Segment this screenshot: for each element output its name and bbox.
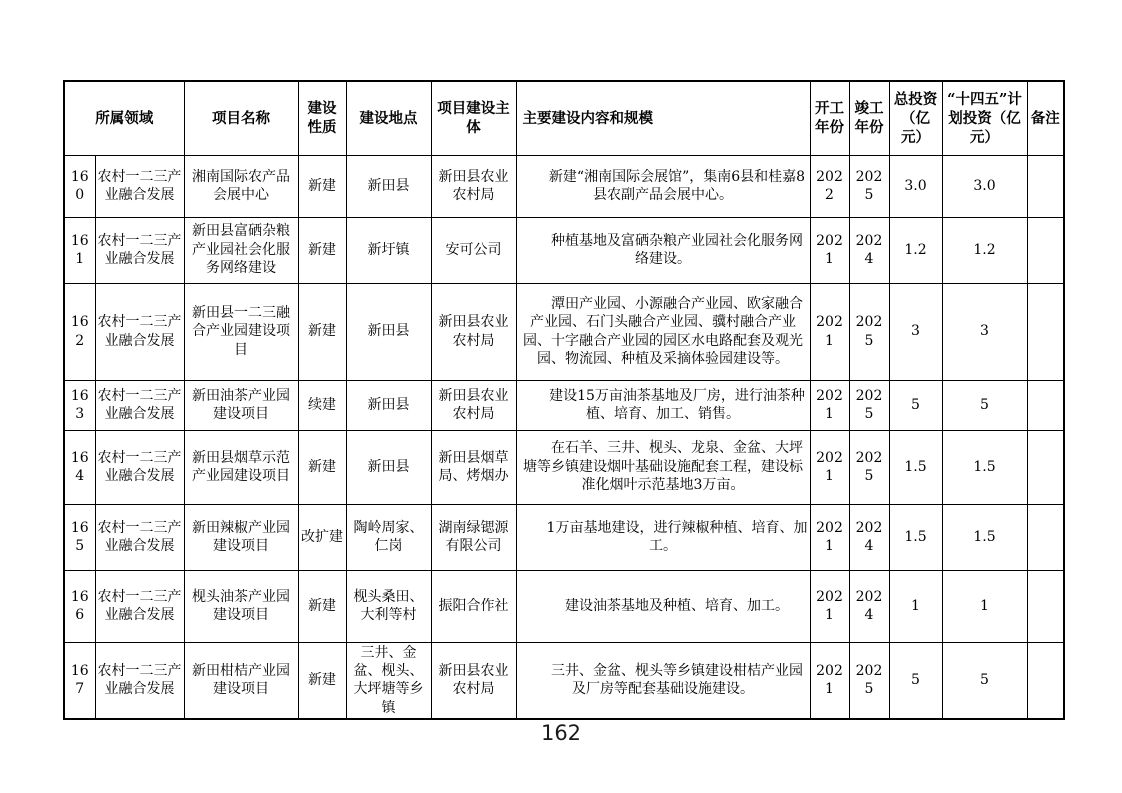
start-year-cell: 2021: [810, 283, 849, 380]
project-name-cell: 湘南国际农产品会展中心: [184, 155, 298, 217]
location-cell: 新田县: [346, 155, 431, 217]
header-location: 建设地点: [346, 81, 431, 155]
content-text: 建设油茶基地及种植、培育、加工。: [565, 597, 789, 614]
header-remark: 备注: [1027, 81, 1064, 155]
table-row: [64, 642, 1064, 719]
start-year-cell: 2021: [810, 380, 849, 430]
remark-cell: [1027, 642, 1064, 719]
nature-cell: 新建: [298, 155, 346, 217]
total-investment-cell: 3: [889, 283, 942, 380]
content-cell: [516, 217, 810, 283]
plan-investment-cell: 1.5: [942, 504, 1027, 570]
nature-cell: 续建: [298, 380, 346, 430]
table-row: [64, 570, 1064, 642]
table-row: [64, 283, 1064, 380]
total-investment-cell: 5: [889, 380, 942, 430]
header-start-year: 开工年份: [810, 81, 849, 155]
start-year-cell: 2021: [810, 570, 849, 642]
total-investment-cell: 5: [889, 642, 942, 719]
project-name-cell: 新田县一二三融合产业园建设项目: [184, 283, 298, 380]
content-text: 1万亩基地建设，进行辣椒种植、培育、加工。: [546, 519, 808, 554]
nature-cell: 改扩建: [298, 504, 346, 570]
project-name-cell: 新田辣椒产业园建设项目: [184, 504, 298, 570]
start-year-cell: 2021: [810, 642, 849, 719]
start-year-cell: 2022: [810, 155, 849, 217]
header-nature: 建设性质: [298, 81, 346, 155]
nature-cell: 新建: [298, 217, 346, 283]
project-name-cell: 新田油茶产业园建设项目: [184, 380, 298, 430]
content-cell: [516, 504, 810, 570]
projects-table: [63, 80, 1065, 720]
plan-investment-cell: 5: [942, 642, 1027, 719]
header-content: 主要建设内容和规模: [516, 81, 810, 155]
content-text: 种植基地及富硒杂粮产业园社会化服务网络建设。: [551, 232, 803, 267]
content-text: 三井、金盆、枧头等乡镇建设柑桔产业园及厂房等配套基础设施建设。: [551, 662, 803, 698]
nature-cell: 新建: [298, 430, 346, 504]
plan-investment-cell: 1.2: [942, 217, 1027, 283]
content-cell: [516, 283, 810, 380]
end-year-cell: 2025: [849, 380, 889, 430]
content-text: 新建“湘南国际会展馆”，集南6县和桂嘉8县农副产品会展中心。: [548, 168, 806, 203]
field-cell: 农村一二三产业融合发展: [95, 504, 184, 570]
field-cell: 农村一二三产业融合发展: [95, 155, 184, 217]
nature-cell: 新建: [298, 642, 346, 719]
table-row: [64, 380, 1064, 430]
project-name-cell: 新田县烟草示范产业园建设项目: [184, 430, 298, 504]
table-row: [64, 217, 1064, 283]
entity-cell: 新田县农业农村局: [431, 283, 516, 380]
location-cell: 新田县: [346, 380, 431, 430]
field-cell: 农村一二三产业融合发展: [95, 217, 184, 283]
header-plan-investment: “十四五”计划投资（亿元）: [942, 81, 1027, 155]
field-cell: 农村一二三产业融合发展: [95, 283, 184, 380]
table-row: [64, 430, 1064, 504]
content-cell: [516, 430, 810, 504]
entity-cell: 新田县农业农村局: [431, 155, 516, 217]
entity-cell: 新田县农业农村局: [431, 380, 516, 430]
table-row: [64, 155, 1064, 217]
row-number: 166: [64, 570, 95, 642]
field-cell: 农村一二三产业融合发展: [95, 430, 184, 504]
header-project-name: 项目名称: [184, 81, 298, 155]
start-year-cell: 2021: [810, 430, 849, 504]
total-investment-cell: 1.5: [889, 504, 942, 570]
plan-investment-cell: 1.5: [942, 430, 1027, 504]
header-total-investment: 总投资（亿元）: [889, 81, 942, 155]
remark-cell: [1027, 217, 1064, 283]
row-number: 160: [64, 155, 95, 217]
field-cell: 农村一二三产业融合发展: [95, 570, 184, 642]
remark-cell: [1027, 504, 1064, 570]
content-text: 在石羊、三井、枧头、龙泉、金盆、大坪塘等乡镇建设烟叶基础设施配套工程，建设标准化烟叶示范基地3万亩。: [523, 440, 803, 494]
project-name-cell: 新田柑桔产业园建设项目: [184, 642, 298, 719]
start-year-cell: 2021: [810, 217, 849, 283]
field-cell: 农村一二三产业融合发展: [95, 642, 184, 719]
nature-cell: 新建: [298, 283, 346, 380]
entity-cell: 新田县烟草局、烤烟办: [431, 430, 516, 504]
content-text: 潭田产业园、小源融合产业园、欧家融合产业园、石门头融合产业园、骥村融合产业园、十字融合产业园的园区水电路配套及观光园、物流园、种植及采摘体验园建设等。: [523, 295, 803, 367]
location-cell: 新圩镇: [346, 217, 431, 283]
entity-cell: 振阳合作社: [431, 570, 516, 642]
content-cell: [516, 642, 810, 719]
header-end-year: 竣工年份: [849, 81, 889, 155]
entity-cell: 安可公司: [431, 217, 516, 283]
total-investment-cell: 3.0: [889, 155, 942, 217]
remark-cell: [1027, 380, 1064, 430]
nature-cell: 新建: [298, 570, 346, 642]
content-cell: [516, 570, 810, 642]
row-number: 167: [64, 642, 95, 719]
project-name-cell: 枧头油茶产业园建设项目: [184, 570, 298, 642]
entity-cell: 湖南绿锶源有限公司: [431, 504, 516, 570]
plan-investment-cell: 5: [942, 380, 1027, 430]
row-number: 162: [64, 283, 95, 380]
content-cell: [516, 380, 810, 430]
row-number: 161: [64, 217, 95, 283]
content-text: 建设15万亩油茶基地及厂房，进行油茶种植、培育、加工、销售。: [549, 387, 805, 422]
total-investment-cell: 1.2: [889, 217, 942, 283]
entity-cell: 新田县农业农村局: [431, 642, 516, 719]
remark-cell: [1027, 570, 1064, 642]
row-number: 164: [64, 430, 95, 504]
header-field: 所属领域: [64, 81, 184, 155]
field-cell: 农村一二三产业融合发展: [95, 380, 184, 430]
end-year-cell: 2025: [849, 283, 889, 380]
remark-cell: [1027, 430, 1064, 504]
table-header-row: [64, 81, 1064, 155]
location-cell: 新田县: [346, 283, 431, 380]
row-number: 163: [64, 380, 95, 430]
end-year-cell: 2024: [849, 570, 889, 642]
content-cell: [516, 155, 810, 217]
end-year-cell: 2025: [849, 430, 889, 504]
project-name-cell: 新田县富硒杂粮产业园社会化服务网络建设: [184, 217, 298, 283]
location-cell: 三井、金盆、枧头、大坪塘等乡镇: [346, 642, 431, 719]
end-year-cell: 2025: [849, 642, 889, 719]
remark-cell: [1027, 283, 1064, 380]
plan-investment-cell: 3.0: [942, 155, 1027, 217]
header-entity: 项目建设主体: [431, 81, 516, 155]
end-year-cell: 2024: [849, 504, 889, 570]
page-number: 162: [540, 721, 582, 745]
row-number: 165: [64, 504, 95, 570]
plan-investment-cell: 3: [942, 283, 1027, 380]
total-investment-cell: 1: [889, 570, 942, 642]
remark-cell: [1027, 155, 1064, 217]
end-year-cell: 2024: [849, 217, 889, 283]
location-cell: 陶岭周家、仁岗: [346, 504, 431, 570]
plan-investment-cell: 1: [942, 570, 1027, 642]
location-cell: 新田县: [346, 430, 431, 504]
total-investment-cell: 1.5: [889, 430, 942, 504]
table-row: [64, 504, 1064, 570]
location-cell: 枧头桑田、大利等村: [346, 570, 431, 642]
start-year-cell: 2021: [810, 504, 849, 570]
end-year-cell: 2025: [849, 155, 889, 217]
